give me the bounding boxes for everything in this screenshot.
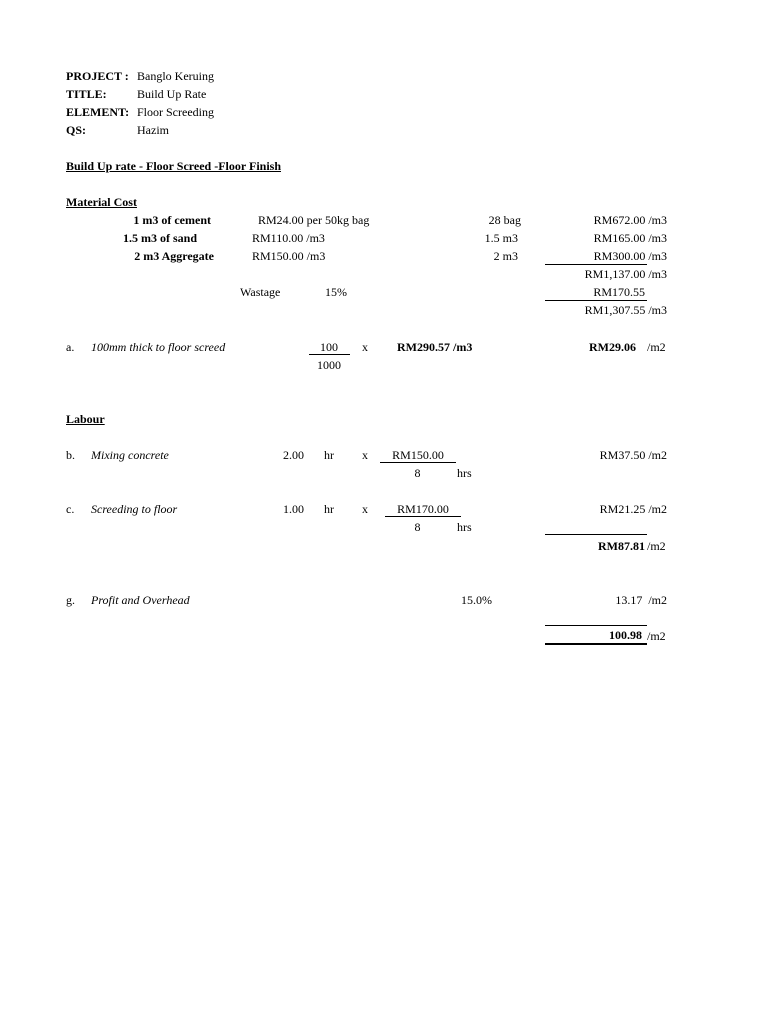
material-rate: RM110.00 /m3 xyxy=(252,231,325,245)
fraction-rule xyxy=(309,354,350,355)
labour-subtotal-unit: /m2 xyxy=(647,539,666,553)
material-rate: RM24.00 per 50kg bag xyxy=(258,213,370,227)
wastage-label: Wastage xyxy=(240,285,281,299)
profit-amount: 13.17 /m2 xyxy=(615,593,667,607)
grand-total-double-rule xyxy=(545,643,647,645)
labour-subtotal-rule xyxy=(545,534,647,535)
item-a-unit: /m2 xyxy=(647,340,666,354)
material-item: 2 m3 Aggregate xyxy=(134,249,214,263)
material-amount: RM672.00 /m3 xyxy=(593,213,667,227)
project-value: Banglo Keruing xyxy=(137,69,214,83)
title-value: Build Up Rate xyxy=(137,87,207,101)
wastage-amount: RM170.55 xyxy=(593,285,645,299)
material-subtotal: RM1,137.00 /m3 xyxy=(584,267,667,281)
item-a-denominator: 1000 xyxy=(317,358,341,372)
wastage-percent: 15% xyxy=(325,285,347,299)
hrs-label: hrs xyxy=(457,520,472,534)
grand-total-unit: /m2 xyxy=(647,629,666,643)
material-qty: 28 bag xyxy=(488,213,521,227)
page-heading: Build Up rate - Floor Screed -Floor Finish xyxy=(66,159,281,173)
qs-label: QS: xyxy=(66,123,87,137)
labour-rate: RM150.00 xyxy=(392,448,444,462)
element-label: ELEMENT: xyxy=(66,105,130,119)
hr-label: hr xyxy=(324,448,334,462)
material-qty: 1.5 m3 xyxy=(484,231,518,245)
profit-letter: g. xyxy=(66,593,75,607)
labour-hours: 1.00 xyxy=(283,502,304,516)
profit-description: Profit and Overhead xyxy=(91,593,190,607)
material-qty: 2 m3 xyxy=(493,249,518,263)
hr-label: hr xyxy=(324,502,334,516)
labour-rate: RM170.00 xyxy=(397,502,449,516)
fraction-rule xyxy=(380,462,456,463)
labour-description: Mixing concrete xyxy=(91,448,169,462)
labour-description: Screeding to floor xyxy=(91,502,178,516)
multiply-sign: x xyxy=(362,502,368,516)
material-total: RM1,307.55 /m3 xyxy=(584,303,667,317)
hrs-label: hrs xyxy=(457,466,472,480)
material-rate: RM150.00 /m3 xyxy=(252,249,326,263)
item-a-amount: RM29.06 xyxy=(589,340,636,354)
item-a-numerator: 100 xyxy=(320,340,338,354)
labour-divisor: 8 xyxy=(414,520,421,534)
profit-percent: 15.0% xyxy=(461,593,492,607)
material-amount: RM300.00 /m3 xyxy=(593,249,667,263)
fraction-rule xyxy=(385,516,461,517)
project-label: PROJECT : xyxy=(66,69,129,83)
title-label: TITLE: xyxy=(66,87,107,101)
material-total-rule xyxy=(545,300,647,301)
multiply-sign: x xyxy=(362,448,368,462)
labour-amount: RM37.50 /m2 xyxy=(599,448,667,462)
multiply-sign: x xyxy=(362,340,368,354)
item-a-rate: RM290.57 /m3 xyxy=(397,340,473,354)
labour-amount: RM21.25 /m2 xyxy=(599,502,667,516)
material-section-label: Material Cost xyxy=(66,195,137,209)
labour-divisor: 8 xyxy=(414,466,421,480)
material-subtotal-rule xyxy=(545,264,647,265)
grand-total: 100.98 xyxy=(609,628,642,642)
qs-value: Hazim xyxy=(137,123,169,137)
material-amount: RM165.00 /m3 xyxy=(593,231,667,245)
material-item: 1.5 m3 of sand xyxy=(122,231,197,245)
labour-section-label: Labour xyxy=(66,412,105,426)
labour-subtotal: RM87.81 xyxy=(598,539,645,553)
element-value: Floor Screeding xyxy=(137,105,214,119)
grand-total-rule-top xyxy=(545,625,647,626)
item-a-letter: a. xyxy=(66,340,75,354)
labour-letter: c. xyxy=(66,502,75,516)
labour-hours: 2.00 xyxy=(283,448,304,462)
item-a-description: 100mm thick to floor screed xyxy=(91,340,226,354)
material-item: 1 m3 of cement xyxy=(133,213,211,227)
labour-letter: b. xyxy=(66,448,75,462)
